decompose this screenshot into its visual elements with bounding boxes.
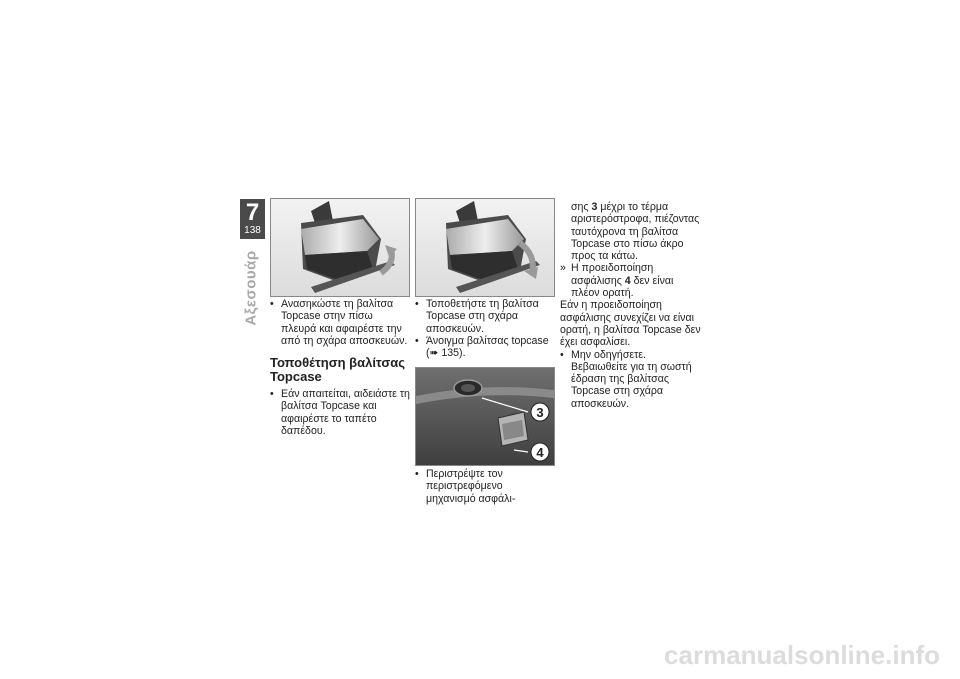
column-2 [415, 298, 555, 359]
bullet-marker: • [415, 298, 419, 310]
list-item: • Άνοιγμα βαλίτσας topcase (➠ 135). [415, 334, 549, 360]
instruction-text: Εάν απαιτείται, αιδειάστε τη βαλίτσα Topcase και αφαιρέστε το ταπέτο δαπέδου. [281, 388, 410, 438]
instruction-text: Περιστρέψτε τον περιστρεφόμενο μηχανισμό ασφάλι- [426, 468, 516, 505]
chapter-title-text: Αξεσουάρ [242, 249, 260, 326]
chapter-number: 7 [245, 199, 260, 226]
list-item [560, 349, 702, 410]
instruction-text: Μην οδηγήσετε. Βεβαιωθείτε για τη σωστή έδραση της βαλίτσας Topcase στη σχάρα αποσκευών. [571, 348, 692, 410]
bullet-marker: • [270, 388, 274, 401]
column-2-lower [415, 468, 555, 505]
figure-lock-mechanism [415, 367, 555, 466]
column-3 [560, 201, 702, 410]
instruction-text: Ανασηκώστε τη βαλίτσα Topcase στην πίσω πλευρά και αφαιρέστε την από τη σχάρα αποσκευών. [281, 298, 408, 347]
callout-label-3: 3 [536, 405, 544, 420]
bullet-marker: • [560, 348, 564, 361]
list-item [270, 298, 410, 347]
figure-lift-topcase [270, 198, 410, 297]
figure-place-topcase [415, 198, 555, 297]
result-text: Η προειδοποίηση ασφάλισης [571, 262, 654, 287]
chapter-tab [240, 199, 265, 239]
list-item [415, 298, 555, 335]
instruction-text: Άνοιγμα βαλίτσας topcase [426, 334, 549, 347]
bullet-marker: • [415, 334, 419, 347]
bullet-marker: • [415, 468, 419, 480]
warning-paragraph: Εάν η προειδοποίηση ασφάλισης συνεχίζει να είναι ορατή, η βαλίτσα Topcase δεν έχει ασφαλίσει. [560, 299, 701, 349]
column-1 [270, 298, 410, 437]
list-item [270, 388, 410, 437]
result-item [560, 262, 702, 299]
page-ref-arrow-icon: ➠ [429, 347, 439, 360]
instruction-text: μέχρι το τέρμα αριστερόστροφα, πιέζοντας ταυτόχρονα τη βαλίτσα Topcase στο πίσω άκρο προς τα κάτω. [571, 201, 700, 263]
bullet-marker: • [270, 298, 274, 310]
reference-number-3: 3 [591, 201, 598, 213]
result-marker: » [560, 262, 566, 275]
instruction-text: Τοποθετήστε τη βαλίτσα Topcase στη σχάρα αποσκευών. [426, 298, 539, 335]
chapter-side-title [236, 245, 266, 330]
callout-label-4: 4 [536, 445, 544, 460]
section-heading: Τοποθέτηση βαλίτσας Topcase [270, 355, 406, 385]
list-item-continued [560, 201, 702, 262]
page-number: 138 [244, 225, 261, 236]
reference-number-4: 4 [624, 274, 631, 287]
watermark: carmanualsonline.info [664, 640, 940, 670]
instruction-text: σης [571, 201, 589, 213]
page-reference-link[interactable]: 135). [441, 347, 466, 360]
list-item [415, 468, 555, 505]
result-text: δεν είναι πλέον ορατή. [571, 274, 674, 300]
